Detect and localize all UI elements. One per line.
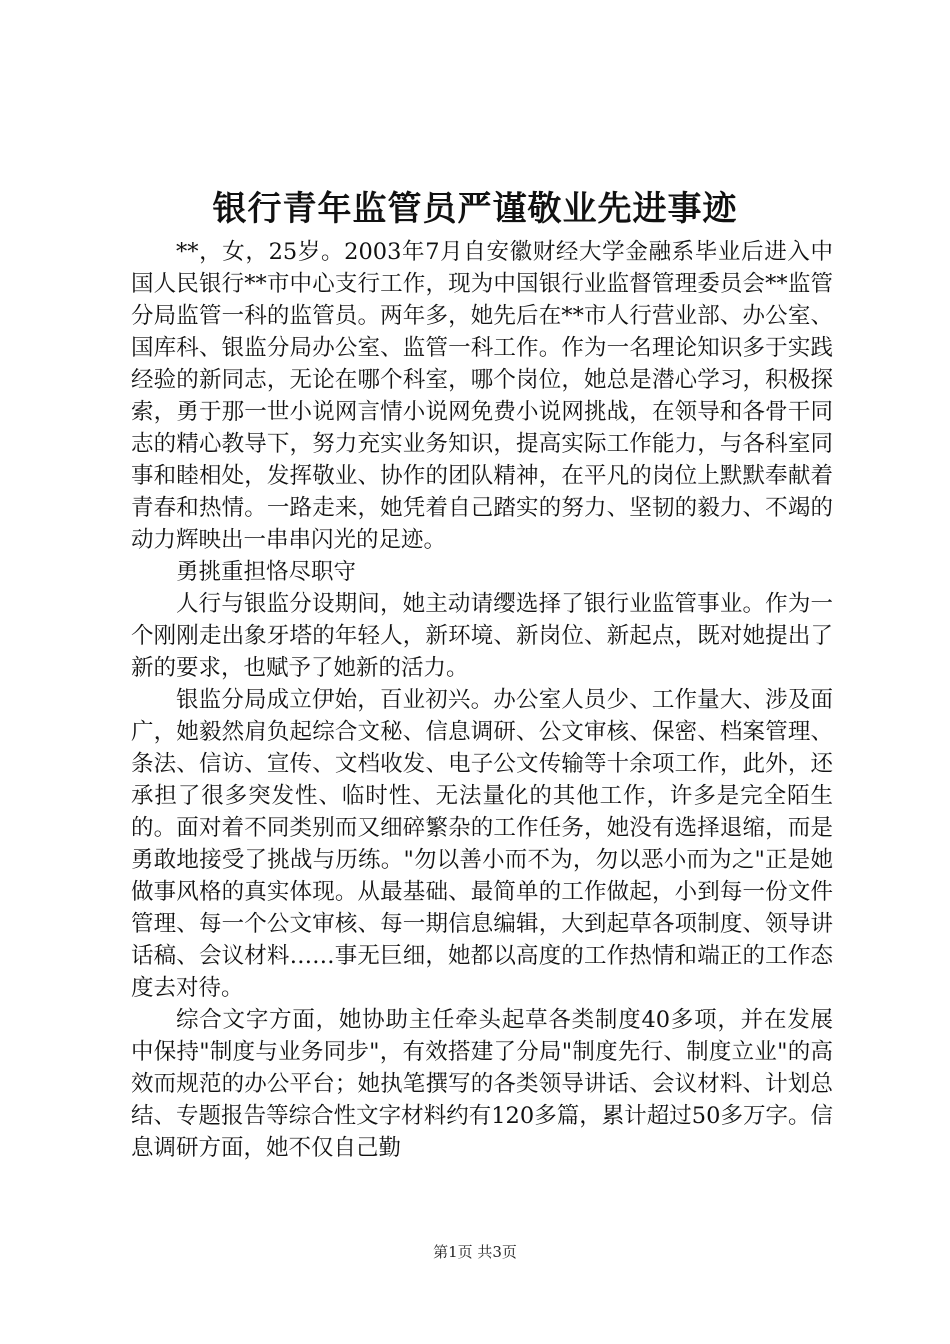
page-footer: 第1页 共3页 — [433, 1243, 517, 1261]
paragraph: **，女，25岁。2003年7月自安徽财经大学金融系毕业后进入中国人民银行**市中心支行工作，现为中国银行业监督管理委员会**监管分局监管一科的监管员。两年多，她先后在**市人行营业部、办公室、国库科、银监分局办公室、监管一科工作。作为一名理论知识多于实践经验的新同志，无论在哪个科室，哪个岗位，她总是潜心学习，积极探索，勇于那一世小说网言情小说网免费小说网挑战，在领导和各骨干同志的精心教导下，努力充实业务知识，提高实际工作能力，与各科室同事和睦相处，发挥敬业、协作的团队精神，在平凡的岗位上默默奉献着青春和热情。一路走来，她凭着自己踏实的努力、坚韧的毅力、不竭的动力辉映出一串串闪光的足迹。 — [131, 239, 833, 553]
section-heading: 勇挑重担恪尽职守 — [176, 559, 357, 585]
paragraph: 人行与银监分设期间，她主动请缨选择了银行业监管事业。作为一个刚刚走出象牙塔的年轻人，新环境、新岗位、新起点，既对她提出了新的要求，也赋予了她新的活力。 — [131, 591, 833, 681]
paragraph: 综合文字方面，她协助主任牵头起草各类制度40多项，并在发展中保持"制度与业务同步"，有效搭建了分局"制度先行、制度立业"的高效而规范的办公平台；她执笔撰写的各类领导讲话、会议材料、计划总结、专题报告等综合性文字材料约有120多篇，累计超过50多万字。信息调研方面，她不仅自己勤 — [131, 1007, 833, 1161]
document-title: 银行青年监管员严谨敬业先进事迹 — [212, 189, 738, 229]
document-body — [131, 236, 833, 1164]
paragraph: 银监分局成立伊始，百业初兴。办公室人员少、工作量大、涉及面广，她毅然肩负起综合文秘、信息调研、公文审核、保密、档案管理、条法、信访、宣传、文档收发、电子公文传输等十余项工作，此外，还承担了很多突发性、临时性、无法量化的其他工作，许多是完全陌生的。面对着不同类别而又细碎繁杂的工作任务，她没有选择退缩，而是勇敢地接受了挑战与历练。"勿以善小而不为，勿以恶小而为之"正是她做事风格的真实体现。从最基础、最简单的工作做起，小到每一份文件管理、每一个公文审核、每一期信息编辑，大到起草各项制度、领导讲话稿、会议材料……事无巨细，她都以高度的工作热情和端正的工作态度去对待。 — [131, 687, 833, 1001]
